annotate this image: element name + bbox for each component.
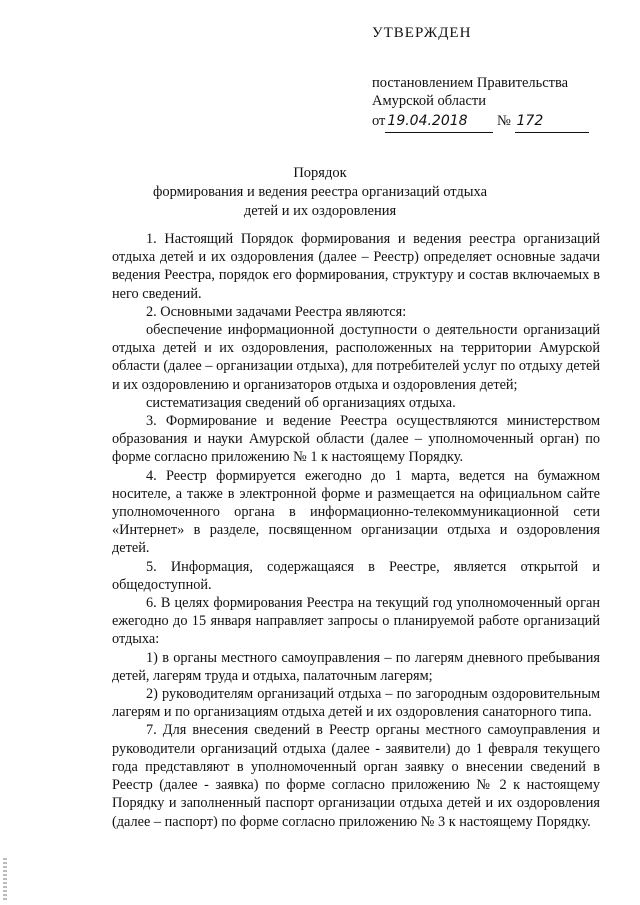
scan-edge-mark [3, 858, 7, 902]
paragraph: систематизация сведений об организациях отдыха. [146, 394, 456, 411]
title-line-2: формирования и ведения реестра организаций отдыха [152, 184, 488, 200]
paragraph: 4. Реестр формируется ежегодно до 1 марта, ведется на бумажном носителе, а также в электронной форме и размещается на официальном сайте уполномоченного органа в информационно-телекоммуникационной сети «Интернет» в разделе, посвященном организации отдыха и оздоровления детей. [112, 467, 600, 557]
paragraph: обеспечение информационной доступности о деятельности организаций отдыха детей и их оздоровления, расположенных на территории Амурской области (далее – организации отдыха), для потребителей услуг по отдыху детей и их оздоровлению и организаторов отдыха и оздоровления детей; [112, 322, 600, 393]
date-prefix: от [372, 113, 386, 129]
title-line-3: детей и их оздоровления [243, 203, 397, 219]
approval-stamp [372, 22, 612, 133]
approval-title: УТВЕРЖДЕН [372, 25, 472, 41]
title-line-1: Порядок [293, 165, 347, 181]
paragraph: 2. Основными задачами Реестра являются: [146, 303, 407, 320]
paragraph: 1) в органы местного самоуправления – по лагерям дневного пребывания детей, лагерям труда и отдыха, палаточным лагерям; [112, 649, 600, 684]
paragraph: 3. Формирование и ведение Реестра осуществляются министерством образования и науки Амурской области (далее – уполномоченный орган) по форме согласно приложению № 1 к настоящему Порядку. [112, 413, 600, 466]
document-body [112, 230, 600, 831]
paragraph: 6. В целях формирования Реестра на текущий год уполномоченный орган ежегодно до 15 января направляет запросы о планируемой работе организаций отдыха: [112, 595, 600, 648]
document-title [0, 164, 640, 221]
handwritten-number: 172 [515, 110, 589, 133]
paragraph: 1. Настоящий Порядок формирования и ведения реестра организаций отдыха детей и их оздоровления (далее – Реестр) определяет основные задачи ведения Реестра, порядок его формирования, структуру и состав включаемых в него сведений. [112, 231, 600, 302]
approval-region: Амурской области [372, 93, 486, 109]
handwritten-date: 19.04.2018 [385, 110, 493, 133]
paragraph: 2) руководителям организаций отдыха – по загородным оздоровительным лагерям и по организациям отдыха детей и их оздоровления санаторного типа. [112, 686, 600, 721]
approval-date-line [372, 110, 612, 133]
paragraph: 7. Для внесения сведений в Реестр органы местного самоуправления и руководители организаций отдыха (далее - заявители) до 1 февраля текущего года представляют в уполномоченный орган заявку о внесении сведений в Реестр (далее - заявка) по форме согласно приложению № 2 к настоящему Порядку и заполненный паспорт организации отдыха детей и их оздоровления (далее – паспорт) по форме согласно приложению № 3 к настоящему Порядку. [112, 722, 600, 830]
paragraph: 5. Информация, содержащаяся в Реестре, является открытой и общедоступной. [112, 558, 600, 593]
number-sign: № [497, 113, 511, 129]
approval-authority: постановлением Правительства [372, 75, 569, 91]
